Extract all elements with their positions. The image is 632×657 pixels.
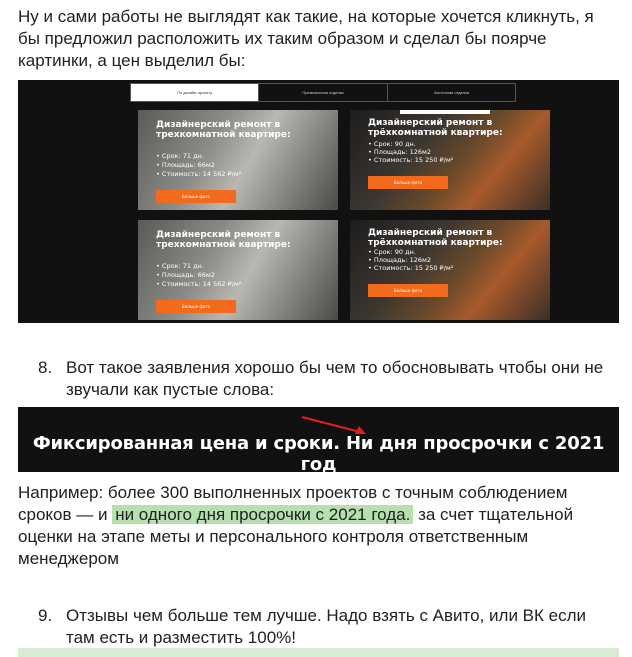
tab-partial-finish: Частичная отделка (387, 84, 515, 101)
example-paragraph (18, 482, 618, 570)
project-card (138, 110, 338, 210)
card-price: • Стоимость: 15 250 ₽/м² (368, 264, 454, 272)
portfolio-tabs (130, 83, 516, 102)
tab-indicator (400, 110, 490, 114)
list-item (38, 357, 608, 401)
more-photos-button: Больше фото (156, 190, 236, 203)
tab-design-project: По дизайн-проекту (131, 84, 258, 101)
list-text: Вот такое заявления хорошо бы чем то обосновывать чтобы они не звучали как пустые слова: (66, 358, 604, 399)
card-price: • Стоимость: 14 562 ₽/м² (156, 170, 242, 178)
card-title: Дизайнерский ремонт в трёхкомнатной квартире: (368, 228, 503, 248)
tab-premium-finish: Премиальная отделка (258, 84, 386, 101)
project-card (350, 110, 550, 210)
list-text: Отзывы чем больше тем лучше. Надо взять с Авито, или ВК если там есть и разместить 100%! (66, 606, 586, 647)
example-text-after: за счет тщательной оценки на этапе меты и персонального контроля ответственным менеджером (18, 505, 574, 568)
card-title: Дизайнерский ремонт в трёхкомнатной квартире: (368, 118, 503, 138)
example-text-before: Например: более 300 выполненных проектов с точным соблюдением сроков — и (18, 483, 568, 524)
project-card (350, 220, 550, 320)
card-area: • Площадь: 126м2 (368, 148, 432, 156)
intro-paragraph: Ну и сами работы не выглядят как такие, на которые хочется кликнуть, я бы предложил расположить их таким образом и сделал бы поярче картинки, а цен выделил бы: (18, 7, 594, 70)
card-price: • Стоимость: 15 250 ₽/м² (368, 156, 454, 164)
card-price: • Стоимость: 14 562 ₽/м² (156, 280, 242, 288)
more-photos-button: Больше фото (368, 176, 448, 189)
card-term: • Срок: 90 дн. (368, 140, 416, 148)
card-area: • Площадь: 66м2 (156, 271, 215, 279)
cut-off-line (18, 648, 619, 657)
list-number: 9. (38, 606, 53, 625)
banner-text: Фиксированная цена и сроки. Ни дня просрочки с 2021 год (32, 433, 605, 475)
card-term: • Срок: 90 дн. (368, 248, 416, 256)
card-area: • Площадь: 126м2 (368, 256, 432, 264)
more-photos-button: Больше фото (368, 284, 448, 297)
project-card (138, 220, 338, 320)
card-area: • Площадь: 66м2 (156, 161, 215, 169)
list-number: 8. (38, 358, 53, 377)
highlighted-text: ни одного дня просрочки с 2021 года. (112, 505, 413, 524)
card-term: • Срок: 71 дн. (156, 262, 204, 270)
card-title: Дизайнерский ремонт в трехкомнатной квартире: (156, 230, 291, 250)
card-title: Дизайнерский ремонт в трехкомнатной квартире: (156, 120, 291, 140)
banner-screenshot (18, 407, 619, 475)
card-term: • Срок: 71 дн. (156, 152, 204, 160)
more-photos-button: Больше фото (156, 300, 236, 313)
list-item (38, 605, 608, 649)
portfolio-screenshot (18, 80, 619, 323)
